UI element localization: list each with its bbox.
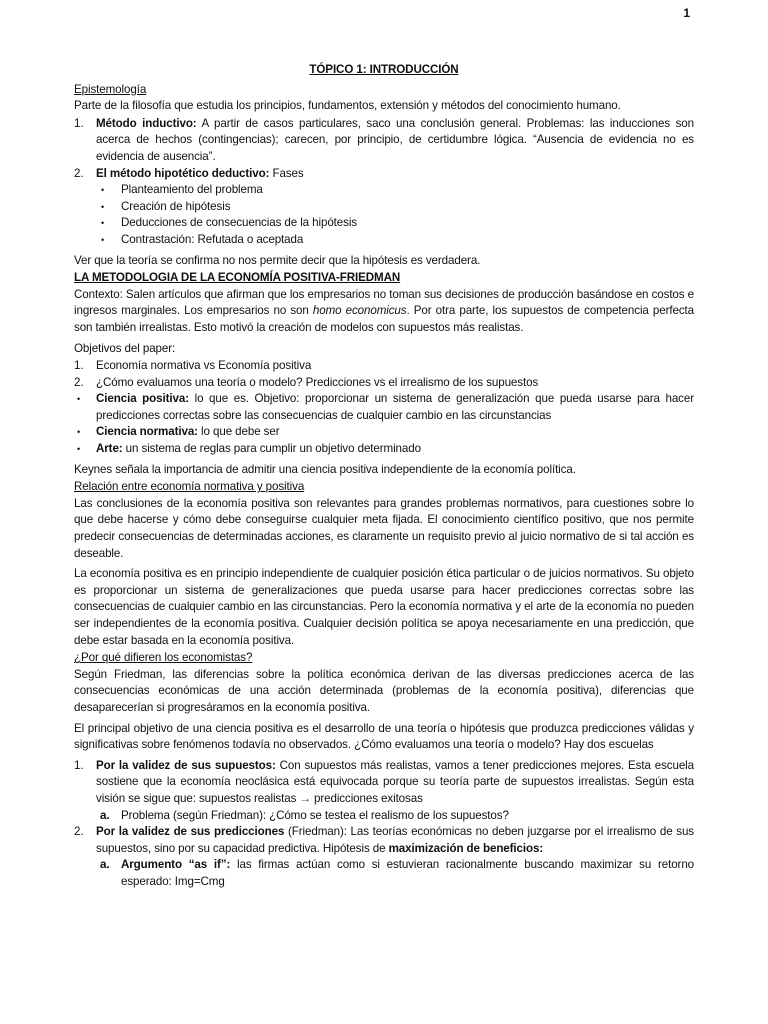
item-lead: El método hipotético deductivo:	[96, 166, 270, 180]
item-lead: Por la validez de sus predicciones	[96, 825, 285, 839]
item-bold-end: maximización de beneficios:	[388, 841, 544, 855]
bullet-icon: •	[101, 201, 105, 212]
item-text: A partir de casos particulares, saco una conclusión general. Problemas: las inducciones son acerca de hechos (contingencias); carecen, por principio, de certidumbre lógica. “Ausencia de evidencia no es evidencia de ausencia”.	[96, 116, 695, 163]
list-item	[74, 116, 694, 166]
bullet-icon: •	[101, 185, 105, 196]
list-item	[74, 824, 694, 857]
bullet-icon: •	[77, 394, 81, 405]
contexto-text: Contexto: Salen artículos que afirman que los empresarios no toman sus decisiones de producción basándose en costos e ingresos marginales. Los empresarios no son	[74, 287, 694, 318]
list-item	[74, 232, 694, 249]
section-heading-difieren: ¿Por qué difieren los economistas?	[74, 651, 253, 665]
list-item	[74, 808, 694, 825]
list-item	[74, 758, 694, 808]
list-item	[74, 182, 694, 199]
methods-list	[74, 116, 694, 249]
section-heading-relacion: Relación entre economía normativa y positiva	[74, 480, 305, 494]
item-lead: Ciencia normativa:	[96, 425, 198, 439]
item-text: ¿Cómo evaluamos una teoría o modelo? Predicciones vs el irrealismo de los supuestos	[96, 375, 539, 389]
item-lead: Ciencia positiva:	[96, 392, 189, 406]
item-text: lo que debe ser	[197, 425, 280, 439]
phase-text: Contrastación: Refutada o aceptada	[121, 232, 304, 246]
keynes-paragraph: Keynes señala la importancia de admitir una ciencia positiva independiente de la economía política.	[74, 462, 576, 476]
escuelas-list	[74, 758, 694, 891]
phase-text: Creación de hipótesis	[121, 199, 231, 213]
list-number: 2.	[74, 375, 84, 389]
difieren-paragraph-2: El principal objetivo de una ciencia positiva es el desarrollo de una teoría o hipótesis que produzca predicciones válidas y significativas sobre fenómenos todavía no observados. ¿Cómo evaluamos una teoría o modelo? Hay dos escuelas	[74, 721, 694, 752]
item-text: Economía normativa vs Economía positiva	[96, 359, 312, 373]
item-text: Fases	[269, 166, 304, 180]
bullet-icon: •	[101, 218, 105, 229]
list-number: 2.	[74, 825, 84, 839]
item-text: (Friedman): Las teorías económicas no deben juzgarse por el irrealismo de sus supuestos, sino por su capacidad predictiva. Hipótesis de	[96, 825, 694, 855]
list-number: 1.	[74, 116, 84, 130]
list-item	[74, 424, 694, 441]
phase-text: Planteamiento del problema	[121, 183, 263, 197]
contexto-paragraph	[74, 287, 694, 337]
list-item	[74, 391, 694, 424]
item-lead: Por la validez de sus supuestos:	[96, 758, 276, 772]
relacion-paragraph-2: La economía positiva es en principio independiente de cualquier posición ética particular o de juicios normativos. Su objeto es proporcionar un sistema de generalizaciones que pueda usarse para hacer predicciones correctas sobre las consecuencias de cualquier cambio en las circunstancias. Pero la economía normativa y el arte de la economía no pueden ser independientes de la economía positiva. Cualquier decisión política se apoya necesariamente en una predicción, que debe estar basada en la economía positiva.	[74, 567, 694, 647]
objetivos-list	[74, 358, 694, 458]
page-number: 1	[683, 6, 690, 20]
list-item	[74, 441, 694, 458]
item-text: un sistema de reglas para cumplir un objetivo determinado	[122, 442, 421, 456]
list-number: 1.	[74, 758, 84, 772]
document-body	[74, 62, 694, 895]
epistemologia-definition: Parte de la filosofía que estudia los principios, fundamentos, extensión y métodos del conocimiento humano.	[74, 99, 621, 113]
list-item	[74, 857, 694, 890]
section-heading-metodologia: LA METODOLOGIA DE LA ECONOMÍA POSITIVA-FRIEDMAN	[74, 271, 401, 285]
phase-text: Deducciones de consecuencias de la hipótesis	[121, 216, 358, 230]
item-text: Con supuestos más realistas, vamos a tener predicciones mejores. Esta escuela sostiene que la economía neoclásica está equivocada porque su teoría parte de supuestos irrealistas. Según esta visión se sigue que: supuestos realistas → predicciones exitosas	[96, 758, 694, 805]
relacion-paragraph-1: Las conclusiones de la economía positiva son relevantes para grandes problemas normativos, para cuestiones sobre lo que debe hacerse y cómo debe conseguirse cualquier meta fijada. El conocimiento científico positivo, que nos permite predecir consecuencias de determinadas acciones, es claramente un requisito previo al juicio normativo de si tal acción es deseable.	[74, 496, 694, 560]
bullet-icon: •	[77, 427, 81, 438]
list-item	[74, 166, 694, 183]
item-lead: Arte:	[96, 442, 123, 456]
item-text: las firmas actúan como si estuvieran racionalmente buscando maximizar su retorno esperado: Img=Cmg	[121, 858, 695, 888]
list-number: 1.	[74, 359, 84, 373]
list-number: 2.	[74, 166, 84, 180]
objetivos-label: Objetivos del paper:	[74, 341, 176, 355]
item-text: Problema (según Friedman): ¿Cómo se testea el realismo de los supuestos?	[121, 808, 509, 822]
list-item	[74, 199, 694, 216]
contexto-italic: homo economicus	[312, 304, 407, 318]
bullet-icon: •	[77, 444, 81, 455]
list-letter: a.	[100, 808, 110, 822]
list-item	[74, 375, 694, 392]
contexto-text-end: . Por otra parte, los supuestos de competencia perfecta son también irrealistas. Esto motivó la creación de modelos con supuestos más realistas.	[74, 304, 694, 334]
item-lead: Argumento “as if”:	[121, 858, 231, 872]
difieren-paragraph-1: Según Friedman, las diferencias sobre la política económica derivan de las diversas predicciones acerca de las consecuencias económicas de una acción determinada (problemas de la economía positiva), diferencias que desaparecerían si progresáramos en la economía positiva.	[74, 667, 694, 714]
list-letter: a.	[100, 858, 110, 872]
bullet-icon: •	[101, 234, 105, 245]
list-item	[74, 358, 694, 375]
section-heading-epistemologia: Epistemología	[74, 82, 147, 96]
list-item	[74, 215, 694, 232]
epistemologia-note: Ver que la teoría se confirma no nos permite decir que la hipótesis es verdadera.	[74, 253, 481, 267]
document-title: TÓPICO 1: INTRODUCCIÓN	[309, 63, 459, 76]
item-text: lo que es. Objetivo: proporcionar un sistema de generalización que pueda usarse para hacer predicciones correctas sobre las consecuencias de cualquier cambio en las circunstancias	[96, 392, 694, 422]
item-lead: Método inductivo:	[96, 116, 197, 130]
